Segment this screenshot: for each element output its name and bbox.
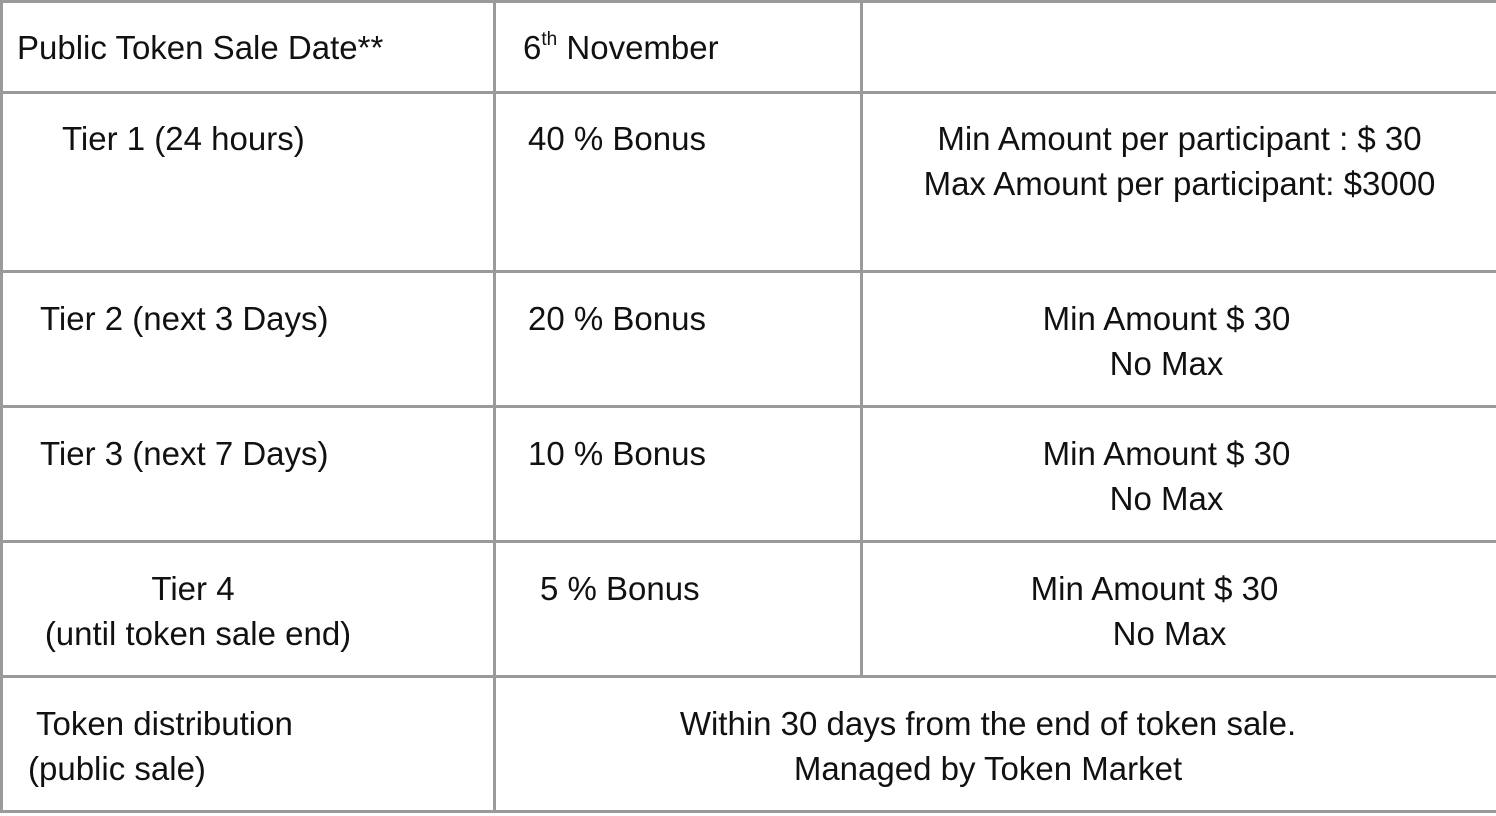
distribution-label-sub: (public sale) xyxy=(28,750,206,787)
tier-4-bonus: 5 % Bonus xyxy=(540,570,700,607)
sale-date-suffix: th xyxy=(541,29,558,50)
tier-3-min-amount: Min Amount $ 30 xyxy=(1042,435,1291,472)
row-divider xyxy=(0,540,1496,543)
tier-3-bonus: 10 % Bonus xyxy=(528,435,706,472)
distribution-timing: Within 30 days from the end of token sale. xyxy=(679,705,1297,742)
tier-1-name: Tier 1 (24 hours) xyxy=(62,120,305,157)
column-divider xyxy=(493,0,496,813)
tier-2-name: Tier 2 (next 3 Days) xyxy=(40,300,329,337)
tier-1-bonus: 40 % Bonus xyxy=(528,120,706,157)
tier-1-min-amount: Min Amount per participant : $ 30 xyxy=(937,120,1422,157)
table-border-top xyxy=(0,0,1496,3)
sale-date-day: 6 xyxy=(523,29,542,66)
sale-date-month: November xyxy=(566,29,719,66)
tier-3-name: Tier 3 (next 7 Days) xyxy=(40,435,329,472)
tier-1-max-amount: Max Amount per participant: $3000 xyxy=(923,165,1436,202)
tier-2-min-amount: Min Amount $ 30 xyxy=(1042,300,1291,337)
distribution-manager: Managed by Token Market xyxy=(793,750,1183,787)
row-divider xyxy=(0,270,1496,273)
row-divider xyxy=(0,675,1496,678)
tier-3-max-amount: No Max xyxy=(1109,480,1224,517)
tier-4-max-amount: No Max xyxy=(1112,615,1227,652)
distribution-label: Token distribution xyxy=(36,705,293,742)
tier-4-min-amount: Min Amount $ 30 xyxy=(1030,570,1279,607)
row-divider xyxy=(0,91,1496,94)
table-border-bottom xyxy=(0,810,1496,813)
tier-4-name: Tier 4 xyxy=(151,570,235,607)
sale-date-label: Public Token Sale Date** xyxy=(17,29,384,66)
row-divider xyxy=(0,405,1496,408)
tier-2-max-amount: No Max xyxy=(1109,345,1224,382)
table-border-left xyxy=(0,0,3,813)
tier-4-duration: (until token sale end) xyxy=(44,615,352,652)
sale-date-value xyxy=(523,25,719,70)
tier-2-bonus: 20 % Bonus xyxy=(528,300,706,337)
